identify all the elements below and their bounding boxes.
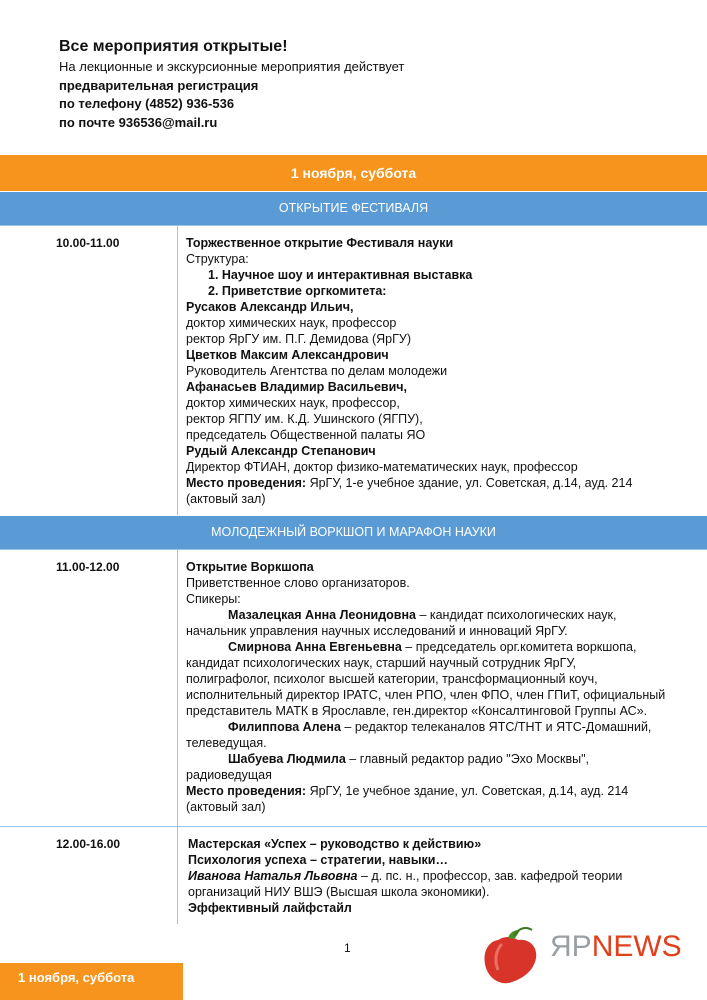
speaker-name: Русаков Александр Ильич,: [186, 300, 354, 314]
event-line: ректор ЯрГУ им. П.Г. Демидова (ЯрГУ): [186, 332, 411, 346]
speaker-name: Рудый Александр Степанович: [186, 444, 376, 458]
time-slot: 10.00-11.00: [56, 236, 120, 250]
logo-part-yr: ЯР: [550, 930, 592, 963]
logo-part-news: NEWS: [591, 930, 682, 963]
speaker-name: Шабуева Людмила: [228, 752, 346, 766]
event-line: Директор ФТИАН, доктор физико-математических наук, профессор: [186, 460, 578, 474]
speaker: [186, 639, 686, 655]
day-banner: 1 ноября, суббота: [0, 155, 707, 191]
event-title: Мастерская «Успех – руководство к действию»: [188, 837, 482, 851]
event-line: Торжественное открытие Фестиваля науки: [186, 236, 454, 250]
event-description: [188, 836, 688, 916]
intro-phone: по телефону (4852) 936-536: [59, 96, 235, 111]
section-header-opening: ОТКРЫТИЕ ФЕСТИВАЛЯ: [0, 192, 707, 225]
event-line: Структура:: [186, 252, 249, 266]
speaker-desc: телеведущая.: [186, 736, 267, 750]
speaker-name: Иванова Наталья Львовна: [188, 869, 358, 883]
speaker-name: Филиппова Алена: [228, 720, 341, 734]
event-line: Приветственное слово организаторов.: [186, 576, 410, 590]
speaker-name: Афанасьев Владимир Васильевич,: [186, 380, 408, 394]
venue-hall: (актовый зал): [186, 800, 266, 814]
event-line: доктор химических наук, профессор: [186, 316, 397, 330]
time-slot: 12.00-16.00: [56, 837, 121, 851]
speaker-desc: – главный редактор радио "Эхо Москвы",: [345, 752, 589, 766]
event-description: [186, 559, 686, 815]
speaker-name: Мазалецкая Анна Леонидовна: [228, 608, 416, 622]
logo-wordmark: [550, 930, 682, 964]
venue-label: Место проведения:: [186, 476, 307, 490]
column-divider: [177, 827, 178, 924]
speaker-name: Смирнова Анна Евгеньевна: [228, 640, 402, 654]
column-divider: [177, 550, 178, 826]
event-line: ректор ЯГПУ им. К.Д. Ушинского (ЯГПУ),: [186, 412, 423, 426]
speaker-desc: радиоведущая: [186, 768, 272, 782]
intro-line: На лекционные и экскурсионные мероприятия действует: [59, 59, 405, 74]
speaker-desc: – редактор телеканалов ЯТС/ТНТ и ЯТС-Домашний,: [340, 720, 652, 734]
venue-hall: (актовый зал): [186, 492, 266, 506]
speaker-desc: – д. пс. н., профессор, зав. кафедрой теории: [357, 869, 623, 883]
speaker-desc: полиграфолог, психолог высшей категории, трансформационный коуч,: [186, 672, 598, 686]
speaker-desc: представитель МАТК в Ярославле, ген.директор «Консалтинговой Группы АС».: [186, 704, 648, 718]
speaker: [188, 868, 688, 884]
speaker-desc: организаций НИУ ВШЭ (Высшая школа экономики).: [188, 885, 490, 899]
time-slot: 11.00-12.00: [56, 560, 120, 574]
intro-registration: предварительная регистрация: [59, 77, 259, 93]
speakers-label: Спикеры:: [186, 592, 241, 606]
event-line: 2. Приветствие оргкомитета:: [208, 284, 387, 298]
speaker-desc: исполнительный директор IPATC, член РПО, член ФПО, член ГПиТ, официальный: [186, 688, 666, 702]
page-number: 1: [344, 941, 351, 955]
speaker-name: Цветков Максим Александрович: [186, 348, 389, 362]
row-divider: [0, 549, 707, 550]
event-line: председатель Общественной палаты ЯО: [186, 428, 426, 442]
event-title: Психология успеха – стратегии, навыки…: [188, 853, 448, 867]
venue-text: ЯрГУ, 1е учебное здание, ул. Советская, д.14, ауд. 214: [306, 784, 629, 798]
venue-text: ЯрГУ, 1-е учебное здание, ул. Советская, д.14, ауд. 214: [306, 476, 633, 490]
intro-title: Все мероприятия открытые!: [59, 38, 288, 55]
event-title: Открытие Воркшопа: [186, 560, 314, 574]
row-divider: [0, 826, 707, 827]
speaker-desc: – кандидат психологических наук,: [415, 608, 617, 622]
section-header-workshop: МОЛОДЕЖНЫЙ ВОРКШОП И МАРАФОН НАУКИ: [0, 516, 707, 549]
venue: [186, 475, 686, 491]
intro-block: [59, 36, 659, 132]
column-divider: [177, 226, 178, 515]
venue-label: Место проведения:: [186, 784, 307, 798]
speaker-desc: – председатель орг.комитета воркшопа,: [401, 640, 637, 654]
speaker: [186, 751, 686, 767]
event-description: [186, 235, 686, 507]
speaker: [186, 607, 686, 623]
speaker-desc: кандидат психологических наук, старший научный сотрудник ЯрГУ,: [186, 656, 577, 670]
speaker: [186, 719, 686, 735]
event-title: Эффективный лайфстайл: [188, 901, 352, 915]
row-divider: [0, 225, 707, 226]
event-line: 1. Научное шоу и интерактивная выставка: [208, 268, 473, 282]
event-line: доктор химических наук, профессор,: [186, 396, 400, 410]
speaker-desc: начальник управления научных исследований и инноваций ЯрГУ.: [186, 624, 568, 638]
venue: [186, 783, 686, 799]
intro-email: по почте 936536@mail.ru: [59, 114, 218, 130]
footer-day-tab: 1 ноября, суббота: [0, 963, 183, 1000]
event-line: Руководитель Агентства по делам молодежи: [186, 364, 448, 378]
